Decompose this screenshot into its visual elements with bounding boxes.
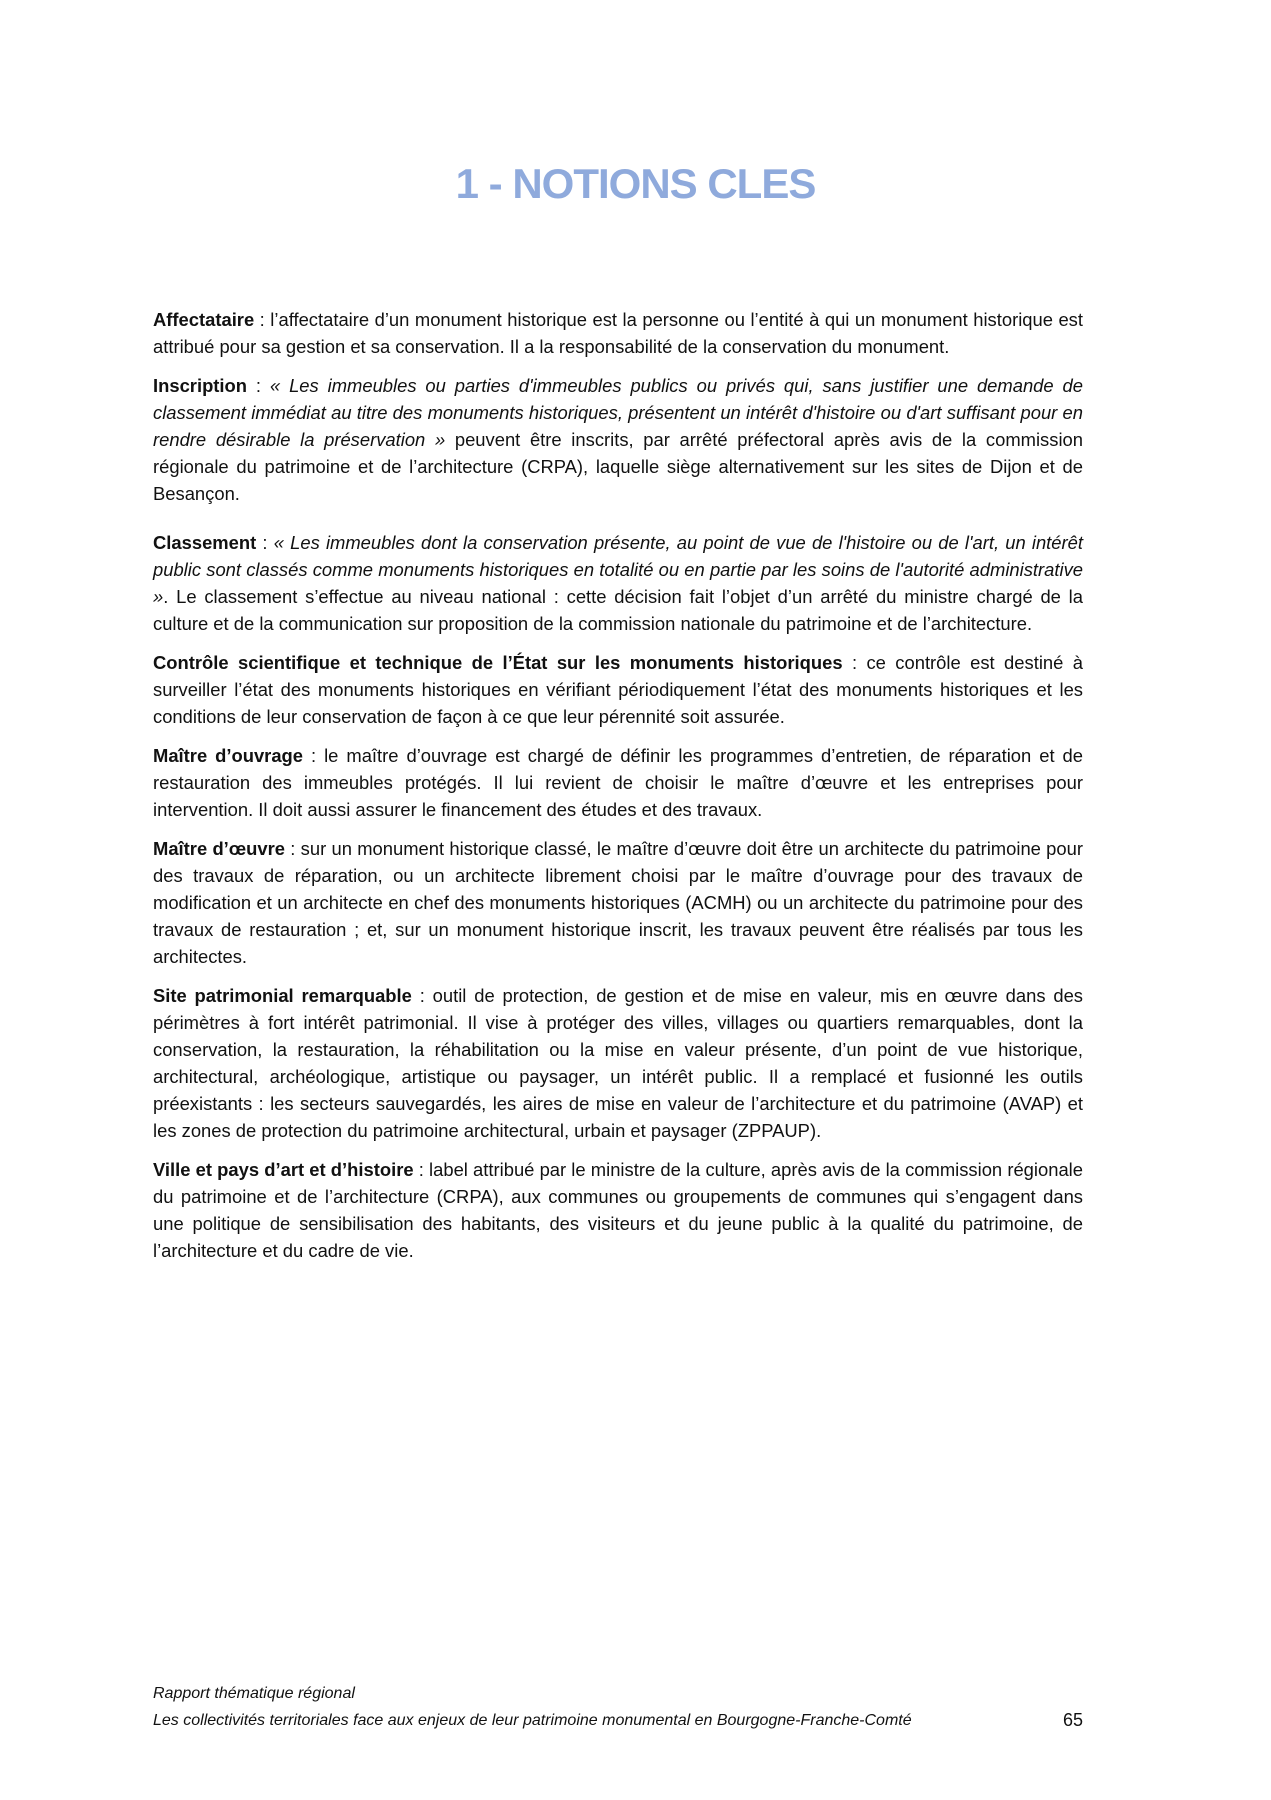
- separator: :: [247, 375, 270, 396]
- separator: :: [842, 652, 867, 673]
- term-site-patrimonial: Site patrimonial remarquable: [153, 985, 412, 1006]
- definition-classement: [153, 529, 1083, 637]
- footer-report-subtitle: Les collectivités territoriales face aux enjeux de leur patrimoine monumental en Bourgogne-Franche-Comté: [153, 1712, 912, 1729]
- page-title: 1 - NOTIONS CLES: [455, 160, 816, 207]
- definition-text: le maître d’ouvrage est chargé de définir les programmes d’entretien, de réparation et de restauration des immeubles protégés. Il lui revient de choisir le maître d’œuvre et les entreprises pour intervention. Il doit aussi assurer le financement des études et des travaux.: [153, 745, 1083, 820]
- separator: :: [411, 985, 433, 1006]
- definition-text: ce contrôle est destiné à surveiller l’état des monuments historiques en vérifiant périodiquement l’état des monuments historiques et les conditions de leur conservation de façon à ce que leur pérennité soit assurée.: [153, 652, 1083, 727]
- term-inscription: Inscription: [153, 375, 248, 396]
- definition-text: label attribué par le ministre de la culture, après avis de la commission régionale du patrimoine et de l’architecture (CRPA), aux communes ou groupements de communes qui s’engagent dans une politique de sensibilisation des habitants, des visiteurs et du jeune public à la qualité du patrimoine, de l’architecture et du cadre de vie.: [153, 1159, 1083, 1261]
- definition-text: peuvent être inscrits, par arrêté préfectoral après avis de la commission régionale du patrimoine et de l’architecture (CRPA), laquelle siège alternativement sur les sites de Dijon et de Besançon.: [153, 429, 1083, 504]
- term-controle: Contrôle scientifique et technique de l’État sur les monuments historiques: [153, 652, 843, 673]
- definition-quote: « Les immeubles ou parties d'immeubles publics ou privés qui, sans justifier une demande de classement immédiat au titre des monuments historiques, présentent un intérêt d'histoire ou d'art suffisant pour en rendre désirable la préservation »: [153, 375, 1083, 450]
- term-ville-pays: Ville et pays d’art et d’histoire: [153, 1159, 414, 1180]
- term-affectataire: Affectataire: [153, 309, 255, 330]
- separator: :: [285, 838, 301, 859]
- term-classement: Classement: [153, 532, 257, 553]
- separator: :: [303, 745, 325, 766]
- definition-text: sur un monument historique classé, le maître d’œuvre doit être un architecte du patrimoine pour des travaux de réparation, ou un architecte librement choisi par le maître d’ouvrage pour des travaux de modification et un architecte en chef des monuments historiques (ACMH) ou un architecte du patrimoine pour des travaux de restauration ; et, sur un monument historique inscrit, les travaux peuvent être réalisés par tous les architectes.: [153, 838, 1083, 967]
- page-number: 65: [1062, 1710, 1083, 1730]
- definition-text: outil de protection, de gestion et de mise en valeur, mis en œuvre dans des périmètres à fort intérêt patrimonial. Il vise à protéger des villes, villages ou quartiers remarquables, dont la conservation, la restauration, la réhabilitation ou la mise en valeur présente, d’un point de vue historique, architectural, archéologique, artistique ou paysager, un intérêt public. Il a remplacé et fusionné les outils préexistants : les secteurs sauvegardés, les aires de mise en valeur de l’architecture et du patrimoine (AVAP) et les zones de protection du patrimoine architectural, urbain et paysager (ZPPAUP).: [153, 985, 1083, 1141]
- definition-ville-pays: [153, 1156, 1083, 1264]
- separator: :: [254, 309, 271, 330]
- definition-quote: « Les immeubles dont la conservation présente, au point de vue de l'histoire ou de l'art, un intérêt public sont classés comme monuments historiques en totalité ou en partie par les soins de l'autorité administrative »: [153, 532, 1083, 607]
- definition-affectataire: [153, 306, 1083, 360]
- definitions-list: [153, 306, 1083, 1276]
- definition-text: l’affectataire d’un monument historique est la personne ou l’entité à qui un monument historique est attribué pour sa gestion et sa conservation. Il a la responsabilité de la conservation du monument.: [153, 309, 1083, 357]
- definition-controle: [153, 649, 1083, 730]
- definition-maitre-oeuvre: [153, 835, 1083, 970]
- definition-inscription: [153, 372, 1083, 507]
- term-maitre-ouvrage: Maître d’ouvrage: [153, 745, 304, 766]
- separator: :: [413, 1159, 430, 1180]
- term-maitre-oeuvre: Maître d’œuvre: [153, 838, 285, 859]
- definition-text: . Le classement s’effectue au niveau national : cette décision fait l’objet d’un arrêté du ministre chargé de la culture et de la communication sur proposition de la commission nationale du patrimoine et de l’architecture.: [153, 586, 1083, 634]
- separator: :: [256, 532, 274, 553]
- definition-maitre-ouvrage: [153, 742, 1083, 823]
- page-footer: [153, 1680, 1083, 1734]
- footer-report-title: Rapport thématique régional: [153, 1685, 355, 1702]
- definition-site-patrimonial: [153, 982, 1083, 1144]
